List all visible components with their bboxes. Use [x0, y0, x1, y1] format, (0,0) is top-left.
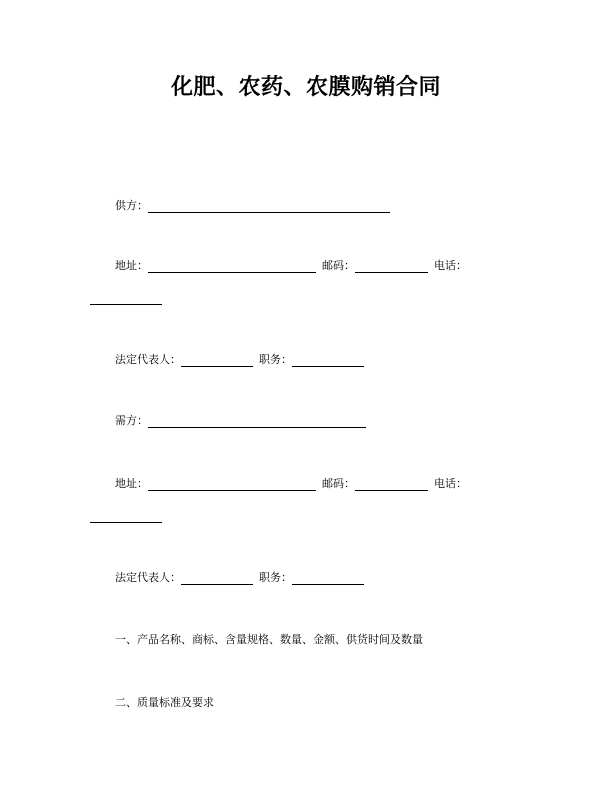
- supplier-legal-rep-blank[interactable]: [181, 355, 253, 367]
- buyer-name-label: 需方：: [115, 414, 148, 427]
- buyer-position-blank[interactable]: [292, 573, 364, 585]
- buyer-postcode-blank[interactable]: [355, 479, 428, 491]
- supplier-name-blank[interactable]: [148, 201, 390, 213]
- supplier-postcode-label: 邮码：: [322, 259, 355, 272]
- supplier-address-row: [115, 259, 467, 273]
- buyer-postcode-label: 邮码：: [322, 477, 355, 490]
- section-heading-1: 一、产品名称、商标、含量规格、数量、金额、供货时间及数量: [115, 633, 423, 646]
- buyer-legal-rep-blank[interactable]: [181, 573, 253, 585]
- supplier-name-label: 供方：: [115, 199, 148, 212]
- supplier-position-blank[interactable]: [292, 355, 364, 367]
- supplier-postcode-blank[interactable]: [355, 261, 428, 273]
- buyer-name-row: [115, 414, 366, 428]
- buyer-address-label: 地址：: [115, 477, 148, 490]
- buyer-name-blank[interactable]: [148, 416, 366, 428]
- section-heading-2: 二、质量标准及要求: [115, 696, 214, 709]
- buyer-address-blank[interactable]: [148, 479, 316, 491]
- supplier-position-label: 职务：: [259, 353, 292, 366]
- supplier-phone-blank[interactable]: [90, 293, 162, 305]
- buyer-phone-row: [90, 509, 162, 523]
- supplier-legal-rep-label: 法定代表人：: [115, 353, 181, 366]
- supplier-phone-row: [90, 291, 162, 305]
- supplier-address-label: 地址：: [115, 259, 148, 272]
- supplier-name-row: [115, 199, 390, 213]
- buyer-legal-rep-label: 法定代表人：: [115, 571, 181, 584]
- supplier-phone-label: 电话：: [434, 259, 467, 272]
- buyer-legal-rep-row: [115, 571, 364, 585]
- supplier-legal-rep-row: [115, 353, 364, 367]
- buyer-phone-label: 电话：: [434, 477, 467, 490]
- buyer-position-label: 职务：: [259, 571, 292, 584]
- buyer-address-row: [115, 477, 467, 491]
- supplier-address-blank[interactable]: [148, 261, 316, 273]
- buyer-phone-blank[interactable]: [90, 511, 162, 523]
- document-title: 化肥、农药、农膜购销合同: [170, 75, 441, 100]
